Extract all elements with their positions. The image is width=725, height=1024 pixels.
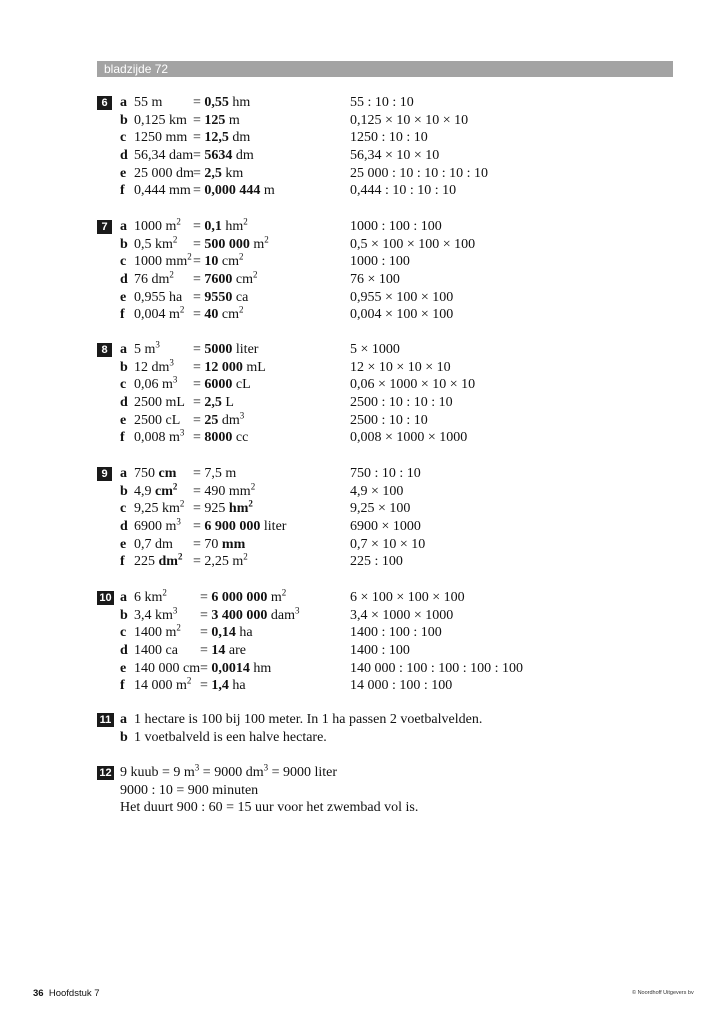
- calculation: 56,34 × 10 × 10: [350, 148, 440, 164]
- answer-row: [97, 729, 673, 747]
- converted-quantity: = 14 are: [200, 643, 246, 659]
- calculation: 750 : 10 : 10: [350, 466, 421, 481]
- answer-row: [97, 271, 673, 289]
- answer-row: [97, 253, 673, 271]
- exercise-number: 10: [97, 591, 114, 605]
- exercise-number: 9: [97, 467, 112, 481]
- page-number: 36: [33, 988, 44, 999]
- answer-row: [97, 341, 673, 359]
- item-letter: f: [120, 554, 125, 570]
- item-letter: f: [120, 307, 125, 323]
- given-quantity: 12 $dm^3$: [134, 357, 174, 375]
- converted-quantity: = 7,5 m: [193, 466, 237, 481]
- page-reference: bladzijde 72: [104, 62, 169, 76]
- answer-row: [97, 112, 673, 130]
- answer-row: [97, 147, 673, 165]
- answer-row: [97, 553, 673, 571]
- calculation: 2500 : 10 : 10 : 10: [350, 395, 453, 411]
- converted-quantity: = 925 $hm^2$: [193, 498, 253, 517]
- answer-text: 9000 : 10 = 900 minuten: [120, 782, 259, 798]
- item-letter: b: [120, 607, 128, 623]
- converted-quantity: = 0,1 $hm^2$: [193, 216, 248, 234]
- calculation: 76 × 100: [350, 272, 400, 288]
- calculation: 1400 : 100: [350, 643, 410, 659]
- given-quantity: 2500 cL: [134, 412, 181, 428]
- calculation: 6 × 100 × 100 × 100: [350, 590, 465, 605]
- converted-quantity: = 490 $mm^2$: [193, 481, 256, 499]
- converted-quantity: = 0,000 444 m: [193, 183, 275, 199]
- exercise-number: 8: [97, 343, 112, 357]
- converted-quantity: = 0,14 ha: [200, 625, 253, 641]
- answer-row: [97, 660, 673, 678]
- calculation: 5 × 1000: [350, 342, 400, 357]
- answer-row: [97, 500, 673, 518]
- converted-quantity: = 2,25 $m^2$: [193, 551, 248, 570]
- converted-quantity: = 8000 cc: [193, 430, 249, 446]
- answer-row: [97, 376, 673, 394]
- converted-quantity: = 0,0014 hm: [200, 660, 272, 676]
- given-quantity: 4,9 $cm^2$: [134, 481, 178, 499]
- converted-quantity: = 25 $dm^3$: [193, 410, 245, 428]
- given-quantity: 0,06 $m^3$: [134, 374, 178, 393]
- converted-quantity: = 6 000 000 $m^2$: [200, 587, 287, 605]
- given-quantity: 1000 $m^2$: [134, 216, 181, 234]
- item-letter: c: [120, 501, 127, 517]
- given-quantity: 225 $dm^2$: [134, 551, 183, 570]
- given-quantity: 14 000 $m^2$: [134, 675, 192, 694]
- calculation: 225 : 100: [350, 554, 403, 570]
- chapter-label: Hoofdstuk 7: [48, 988, 100, 999]
- item-letter: e: [120, 660, 127, 676]
- answer-row: [97, 289, 673, 307]
- calculation: 0,444 : 10 : 10 : 10: [350, 183, 457, 199]
- given-quantity: 0,008 $m^3$: [134, 427, 185, 446]
- calculation: 55 : 10 : 10: [350, 95, 414, 110]
- calculation: 25 000 : 10 : 10 : 10 : 10: [350, 165, 489, 181]
- item-letter: e: [120, 412, 127, 428]
- item-letter: b: [120, 483, 128, 499]
- converted-quantity: = 5634 dm: [193, 148, 254, 164]
- item-letter: f: [120, 678, 125, 694]
- answer-row: [97, 412, 673, 430]
- calculation: 1400 : 100 : 100: [350, 625, 442, 641]
- calculation: 1000 : 100 : 100: [350, 219, 442, 234]
- calculation: 4,9 × 100: [350, 483, 404, 499]
- converted-quantity: = 5000 liter: [193, 342, 259, 357]
- calculation: 1000 : 100: [350, 254, 410, 270]
- exercise-number: 12: [97, 766, 114, 780]
- converted-quantity: = 0,55 hm: [193, 95, 251, 110]
- calculation: 12 × 10 × 10 × 10: [350, 359, 451, 375]
- answer-row: [97, 677, 673, 695]
- given-quantity: 0,7 dm: [134, 536, 173, 552]
- given-quantity: 76 $dm^2$: [134, 269, 174, 288]
- answer-text: 1 voetbalveld is een halve hectare.: [134, 729, 327, 745]
- item-letter: b: [120, 359, 128, 375]
- converted-quantity: = 2,5 L: [193, 395, 234, 411]
- calculation: 0,5 × 100 × 100 × 100: [350, 236, 476, 252]
- given-quantity: 56,34 dam: [134, 148, 194, 164]
- converted-quantity: = 125 m: [193, 112, 240, 128]
- answer-text: 1 hectare is 100 bij 100 meter. In 1 ha passen 2 voetbalvelden.: [134, 712, 483, 727]
- item-letter: c: [120, 130, 127, 146]
- given-quantity: 0,444 mm: [134, 183, 191, 199]
- calculation: 3,4 × 1000 × 1000: [350, 607, 454, 623]
- answer-row: [97, 483, 673, 501]
- calculation: 0,008 × 1000 × 1000: [350, 430, 468, 446]
- answer-row: [97, 607, 673, 625]
- converted-quantity: = 6 900 000 liter: [193, 519, 287, 535]
- given-quantity: 0,125 km: [134, 112, 187, 128]
- converted-quantity: = 40 $cm^2$: [193, 304, 244, 323]
- given-quantity: 9,25 $km^2$: [134, 498, 185, 517]
- converted-quantity: = 3 400 000 dam$^3$: [200, 605, 300, 623]
- exercise-number: 11: [97, 713, 114, 727]
- answer-row: [97, 536, 673, 554]
- calculation: 2500 : 10 : 10: [350, 412, 428, 428]
- given-quantity: 3,4 $km^3$: [134, 605, 178, 623]
- copyright-notice: © Noordhoff Uitgevers bv: [632, 990, 694, 996]
- converted-quantity: = 10 $cm^2$: [193, 251, 244, 270]
- answer-row: [97, 359, 673, 377]
- item-letter: d: [120, 272, 128, 288]
- calculation: 0,06 × 1000 × 10 × 10: [350, 377, 476, 393]
- converted-quantity: = 7600 $cm^2$: [193, 269, 258, 288]
- item-letter: d: [120, 395, 128, 411]
- given-quantity: 2500 mL: [134, 395, 185, 411]
- given-quantity: 140 000 cm: [134, 660, 201, 676]
- page-footer: [33, 988, 100, 999]
- answer-text: Het duurt 900 : 60 = 15 uur voor het zwembad vol is.: [120, 800, 419, 816]
- item-letter: a: [120, 95, 127, 110]
- calculation: 0,955 × 100 × 100: [350, 289, 454, 305]
- calculation: 9,25 × 100: [350, 501, 411, 517]
- given-quantity: 25 000 dm: [134, 165, 194, 181]
- calculation: 0,004 × 100 × 100: [350, 307, 454, 323]
- answer-row: [97, 589, 673, 607]
- item-letter: e: [120, 165, 127, 181]
- answer-row: [97, 182, 673, 200]
- exercise-7: [97, 218, 673, 324]
- answer-row: [97, 429, 673, 447]
- answer-row: [97, 642, 673, 660]
- answer-row: [97, 236, 673, 254]
- item-letter: f: [120, 430, 125, 446]
- item-letter: a: [120, 219, 127, 234]
- calculation: 0,7 × 10 × 10: [350, 536, 426, 552]
- answer-row: [97, 306, 673, 324]
- given-quantity: 5 $m^3$: [134, 339, 160, 357]
- item-letter: e: [120, 536, 127, 552]
- converted-quantity: = 70 mm: [193, 536, 246, 552]
- calculation: 0,125 × 10 × 10 × 10: [350, 112, 469, 128]
- exercise-12: [97, 764, 673, 817]
- item-letter: b: [120, 729, 128, 745]
- item-letter: d: [120, 643, 128, 659]
- converted-quantity: = 1,4 ha: [200, 678, 246, 694]
- item-letter: c: [120, 254, 127, 270]
- given-quantity: 1000 $mm^2$: [134, 251, 192, 270]
- calculation: 1250 : 10 : 10: [350, 130, 428, 146]
- given-quantity: 1400 $m^2$: [134, 622, 181, 641]
- exercise-9: [97, 465, 673, 571]
- item-letter: b: [120, 112, 128, 128]
- exercise-8: [97, 341, 673, 447]
- exercise-10: [97, 589, 673, 695]
- answer-text: 9 kuub = 9 $m^3 = 9000$ $dm^3 = 9000$ liter: [120, 762, 338, 780]
- given-quantity: 6 $km^2$: [134, 587, 167, 605]
- given-quantity: 0,5 $km^2$: [134, 234, 178, 252]
- item-letter: a: [120, 466, 127, 481]
- answer-row: [97, 129, 673, 147]
- given-quantity: 0,004 $m^2$: [134, 304, 185, 323]
- given-quantity: 750 cm: [134, 466, 177, 481]
- item-letter: a: [120, 590, 127, 605]
- calculation: 6900 × 1000: [350, 519, 421, 535]
- converted-quantity: = 6000 cL: [193, 377, 251, 393]
- answer-row: [97, 465, 673, 483]
- item-letter: d: [120, 148, 128, 164]
- answer-row: [97, 518, 673, 536]
- answer-row: [97, 711, 673, 729]
- answer-row: [97, 624, 673, 642]
- item-letter: d: [120, 519, 128, 535]
- calculation: 140 000 : 100 : 100 : 100 : 100: [350, 660, 524, 676]
- exercise-number: 7: [97, 220, 112, 234]
- exercise-6: [97, 94, 673, 200]
- answer-row: [97, 165, 673, 183]
- given-quantity: 6900 $m^3$: [134, 516, 181, 535]
- converted-quantity: = 500 000 $m^2$: [193, 234, 269, 252]
- item-letter: c: [120, 625, 127, 641]
- item-letter: a: [120, 712, 127, 727]
- calculation: 14 000 : 100 : 100: [350, 678, 453, 694]
- given-quantity: 0,955 ha: [134, 289, 183, 305]
- answer-row: [97, 799, 673, 817]
- item-letter: e: [120, 289, 127, 305]
- converted-quantity: = 2,5 km: [193, 165, 244, 181]
- given-quantity: 1250 mm: [134, 130, 188, 146]
- converted-quantity: = 12 000 mL: [193, 359, 266, 375]
- given-quantity: 55 m: [134, 95, 163, 110]
- converted-quantity: = 9550 ca: [193, 289, 249, 305]
- answer-row: [97, 782, 673, 800]
- converted-quantity: = 12,5 dm: [193, 130, 251, 146]
- item-letter: c: [120, 377, 127, 393]
- answer-row: [97, 394, 673, 412]
- item-letter: b: [120, 236, 128, 252]
- answer-row: [97, 94, 673, 112]
- given-quantity: 1400 ca: [134, 643, 178, 659]
- item-letter: f: [120, 183, 125, 199]
- page-header-bar: [97, 61, 673, 77]
- item-letter: a: [120, 342, 127, 357]
- exercise-11: [97, 711, 673, 746]
- answer-row: [97, 764, 673, 782]
- exercise-number: 6: [97, 96, 112, 110]
- answer-row: [97, 218, 673, 236]
